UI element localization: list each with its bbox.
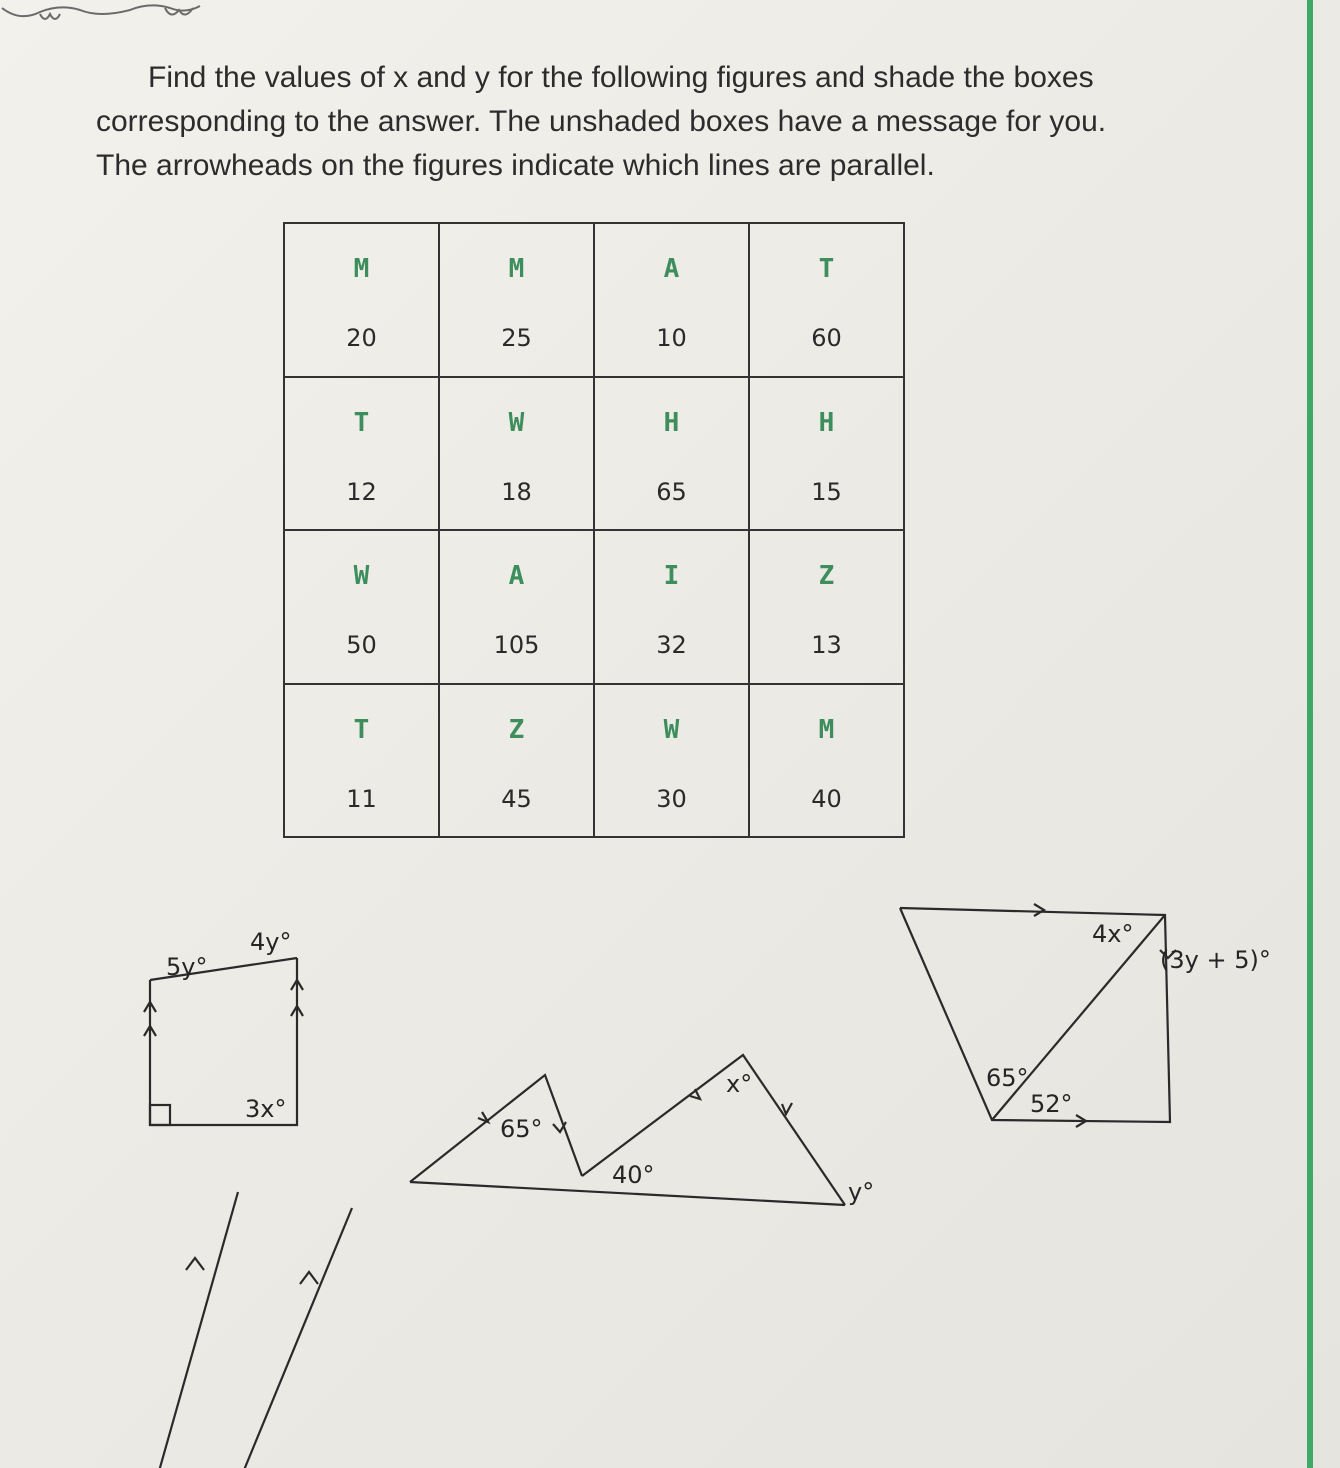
cell-number: 10: [656, 324, 687, 352]
cell-number: 11: [346, 784, 377, 813]
cell-letter: H: [818, 407, 835, 438]
instructions-line-1: Find the values of x and y for the following figures and shade the boxes: [148, 61, 1094, 94]
cell-letter: Z: [508, 714, 525, 745]
cell-letter: T: [353, 714, 370, 745]
cell-number: 20: [346, 324, 377, 352]
label-3x: 3x°: [245, 1095, 287, 1123]
cell-letter: Z: [818, 561, 835, 591]
cell-number: 32: [656, 631, 687, 659]
cell-number: 25: [501, 324, 532, 352]
label-3y5: (3y + 5)°: [1160, 946, 1271, 974]
cell-number: 45: [501, 784, 532, 813]
label-40: 40°: [612, 1161, 655, 1189]
cell-letter: W: [508, 407, 525, 438]
cell-letter: W: [663, 714, 680, 745]
cell-number: 65: [656, 477, 687, 506]
label-x-triangle: x°: [726, 1070, 753, 1098]
cell-number: 12: [346, 477, 377, 506]
cell-number: 13: [811, 631, 842, 659]
label-65-triangle: 65°: [500, 1115, 543, 1143]
cell-number: 18: [501, 477, 532, 506]
cell-letter: W: [353, 561, 370, 591]
cell-letter: H: [663, 407, 680, 438]
instructions-line-3: The arrowheads on the figures indicate which lines are parallel.: [96, 149, 935, 182]
cell-letter: M: [353, 254, 370, 284]
label-y-triangle: y°: [848, 1178, 875, 1206]
cell-letter: A: [508, 561, 525, 591]
cell-letter: I: [663, 561, 680, 591]
cell-letter: M: [508, 254, 525, 284]
label-4y: 4y°: [250, 928, 292, 956]
label-4x: 4x°: [1092, 920, 1134, 948]
cell-letter: A: [663, 254, 680, 284]
instructions-line-2: corresponding to the answer. The unshaded boxes have a message for you.: [96, 105, 1107, 138]
figure-transversal: [80, 1192, 352, 1468]
label-65-right: 65°: [986, 1064, 1029, 1092]
label-52: 52°: [1030, 1090, 1073, 1118]
cell-number: 105: [493, 631, 540, 659]
cell-letter: T: [353, 407, 370, 438]
cell-number: 30: [656, 784, 687, 813]
cell-number: 15: [811, 477, 842, 506]
cell-letter: T: [818, 254, 835, 284]
cell-number: 40: [811, 784, 842, 813]
cell-number: 50: [346, 631, 377, 659]
cell-number: 60: [811, 324, 842, 352]
label-5y: 5y°: [166, 953, 208, 981]
cell-letter: M: [818, 714, 835, 745]
